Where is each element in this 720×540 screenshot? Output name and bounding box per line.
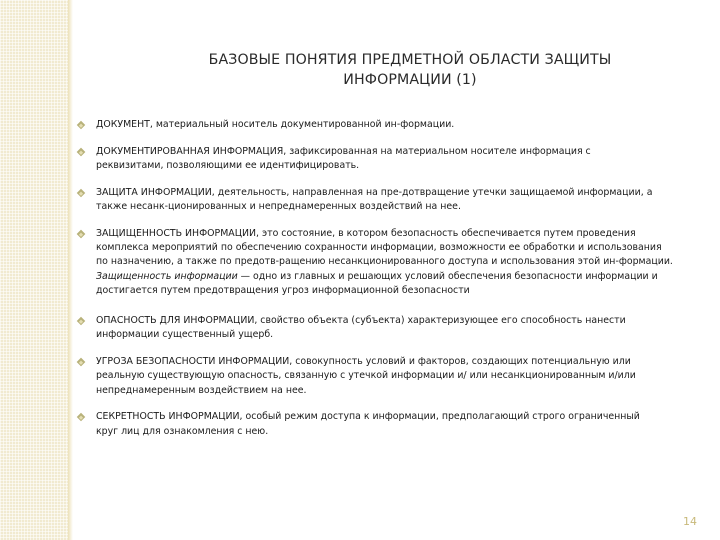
item-text	[96, 270, 690, 284]
list-item	[78, 186, 690, 215]
title-line-2: ИНФОРМАЦИИ (1)	[343, 72, 477, 88]
bullet-icon	[77, 147, 85, 155]
item-text: информации существенный ущерб.	[96, 329, 274, 341]
item-text: ЗАЩИТА ИНФОРМАЦИИ, деятельность, направленная на пре-дотвращение утечки защищаемой информации, а	[96, 186, 653, 198]
item-text: по назначению, а также по предотв-ращению несанкционированного доступа и использования этой ин-формации.	[96, 256, 673, 268]
list-item	[78, 410, 690, 439]
item-text: ЗАЩИЩЕННОСТЬ ИНФОРМАЦИИ, это состояние, в котором безопасность обеспечивается путем проведения	[96, 227, 636, 239]
bullet-icon	[77, 358, 85, 366]
list-item	[78, 314, 690, 343]
item-text: ОПАСНОСТЬ ДЛЯ ИНФОРМАЦИИ, свойство объекта (субъекта) характеризующее его способность нанести	[96, 315, 626, 327]
italic-term: Защищенность информации	[96, 270, 238, 282]
slide-title	[160, 50, 660, 90]
item-text: круг лиц для ознакомления с нею.	[96, 425, 269, 437]
list-item	[78, 227, 690, 298]
item-text: ДОКУМЕНТ, материальный носитель документированной ин-формации.	[96, 119, 455, 130]
list-item	[78, 118, 690, 132]
bullet-icon	[77, 188, 85, 196]
item-text: достигается путем предотвращения угроз информационной безопасности	[96, 284, 470, 296]
list-item	[78, 145, 690, 174]
item-text-rest: — одно из главных и решающих условий обеспечения безопасности информации и	[237, 270, 658, 282]
bullet-icon	[77, 121, 85, 129]
item-text: ДОКУМЕНТИРОВАННАЯ ИНФОРМАЦИЯ, зафиксированная на материальном носителе информация с	[96, 145, 591, 157]
bullet-icon	[77, 317, 85, 325]
item-text: УГРОЗА БЕЗОПАСНОСТИ ИНФОРМАЦИИ, совокупность условий и факторов, создающих потенциальную или	[96, 356, 631, 368]
decorative-left-pattern	[0, 0, 68, 540]
list-item	[78, 355, 690, 398]
item-text: реквизитами, позволяющими ее идентифицировать.	[96, 159, 360, 171]
page-number: 14	[683, 515, 697, 528]
bullet-icon	[77, 229, 85, 237]
title-line-1: БАЗОВЫЕ ПОНЯТИЯ ПРЕДМЕТНОЙ ОБЛАСТИ ЗАЩИТЫ	[208, 52, 612, 68]
item-text: реальную существующую опасность, связанную с утечкой информации и/ или несанкционированным и/или	[96, 370, 636, 382]
bullet-icon	[77, 413, 85, 421]
definitions-list	[78, 118, 690, 451]
item-text: также несанк-ционированных и непреднамеренных воздействий на нее.	[96, 200, 461, 212]
decorative-divider	[68, 0, 73, 540]
item-text: комплекса мероприятий по обеспечению сохранности информации, возможности ее обработки и использования	[96, 241, 662, 253]
item-text: непреднамеренным воздействием на нее.	[96, 384, 307, 396]
item-text: СЕКРЕТНОСТЬ ИНФОРМАЦИИ, особый режим доступа к информации, предполагающий строго ограниченный	[96, 411, 640, 423]
